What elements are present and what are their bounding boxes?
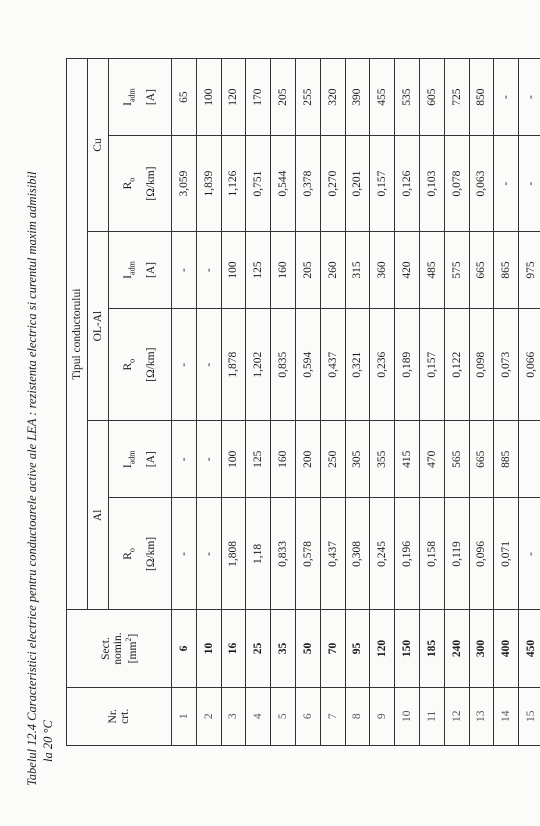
cell-sect: 6 bbox=[172, 610, 197, 687]
cell-olal-i: 975 bbox=[519, 231, 540, 308]
cell-cu-i: 320 bbox=[320, 59, 345, 136]
cell-olal-i: - bbox=[172, 231, 197, 308]
cell-nr: 5 bbox=[271, 687, 296, 745]
cell-nr: 3 bbox=[221, 687, 246, 745]
cell-cu-r: 1,126 bbox=[221, 136, 246, 232]
cell-sect: 240 bbox=[444, 610, 469, 687]
cell-nr: 8 bbox=[345, 687, 370, 745]
cell-nr: 1 bbox=[172, 687, 197, 745]
cell-al-i: 200 bbox=[295, 421, 320, 498]
cell-olal-i: - bbox=[196, 231, 221, 308]
cell-nr: 2 bbox=[196, 687, 221, 745]
cell-cu-r: 0,078 bbox=[444, 136, 469, 232]
table-body bbox=[172, 59, 540, 746]
cell-olal-r: - bbox=[196, 309, 221, 421]
cell-cu-i: 850 bbox=[469, 59, 494, 136]
cell-al-r: 0,119 bbox=[444, 498, 469, 610]
cell-al-r: 0,071 bbox=[494, 498, 519, 610]
table-row bbox=[395, 59, 420, 746]
cell-olal-i: 160 bbox=[271, 231, 296, 308]
cell-al-r: 0,437 bbox=[320, 498, 345, 610]
cell-nr: 4 bbox=[246, 687, 271, 745]
cell-olal-i: 260 bbox=[320, 231, 345, 308]
cell-cu-i: 455 bbox=[370, 59, 395, 136]
table-row bbox=[172, 59, 197, 746]
cell-cu-i: 605 bbox=[419, 59, 444, 136]
cell-al-r: 0,096 bbox=[469, 498, 494, 610]
cell-olal-i: 315 bbox=[345, 231, 370, 308]
cell-al-i: 415 bbox=[395, 421, 420, 498]
cell-nr: 10 bbox=[395, 687, 420, 745]
table-row bbox=[271, 59, 296, 746]
cell-olal-i: 205 bbox=[295, 231, 320, 308]
header-cu-i: $I_{adm}$ [A] bbox=[109, 59, 172, 136]
cell-al-r: 0,196 bbox=[395, 498, 420, 610]
cell-cu-r: - bbox=[519, 136, 540, 232]
cell-nr: 6 bbox=[295, 687, 320, 745]
cell-cu-r: 0,201 bbox=[345, 136, 370, 232]
cell-al-i: 160 bbox=[271, 421, 296, 498]
cell-al-i: 665 bbox=[469, 421, 494, 498]
cell-cu-r: 0,063 bbox=[469, 136, 494, 232]
cell-olal-i: 665 bbox=[469, 231, 494, 308]
header-group-al: Al bbox=[88, 421, 109, 610]
caption-line-2: la 20 °C bbox=[41, 720, 55, 762]
table-row bbox=[469, 59, 494, 746]
cell-cu-i: 170 bbox=[246, 59, 271, 136]
header-group-cu: Cu bbox=[88, 59, 109, 232]
cell-olal-i: 865 bbox=[494, 231, 519, 308]
header-tipul: Tipul conductorului bbox=[67, 59, 88, 610]
cell-olal-i: 360 bbox=[370, 231, 395, 308]
header-cu-r: $R_o$ [Ω/km] bbox=[109, 136, 172, 232]
cell-olal-i: 575 bbox=[444, 231, 469, 308]
cell-al-r: 0,245 bbox=[370, 498, 395, 610]
cell-al-r: - bbox=[519, 498, 540, 610]
table-row bbox=[345, 59, 370, 746]
table-row bbox=[320, 59, 345, 746]
cell-al-i: 100 bbox=[221, 421, 246, 498]
cell-al-i: 885 bbox=[494, 421, 519, 498]
cell-sect: 150 bbox=[395, 610, 420, 687]
cell-nr: 7 bbox=[320, 687, 345, 745]
cell-olal-r: 1,202 bbox=[246, 309, 271, 421]
header-al-i: $I_{adm}$ [A] bbox=[109, 421, 172, 498]
cell-cu-i: 255 bbox=[295, 59, 320, 136]
table-row bbox=[419, 59, 444, 746]
table-caption bbox=[24, 26, 56, 786]
cell-al-r: 0,158 bbox=[419, 498, 444, 610]
cell-olal-r: - bbox=[172, 309, 197, 421]
cell-al-i: - bbox=[196, 421, 221, 498]
cell-sect: 400 bbox=[494, 610, 519, 687]
cell-sect: 25 bbox=[246, 610, 271, 687]
cell-cu-i: - bbox=[519, 59, 540, 136]
cell-nr: 9 bbox=[370, 687, 395, 745]
cell-cu-r: 0,751 bbox=[246, 136, 271, 232]
cell-al-i: - bbox=[172, 421, 197, 498]
cell-sect: 50 bbox=[295, 610, 320, 687]
cell-al-i: 250 bbox=[320, 421, 345, 498]
table-row bbox=[370, 59, 395, 746]
caption-line-1: Tabelul 12.4 Caracteristici electrice pentru conductoarele active ale LEA : rezistenta electrica si curentul maxim admisibil bbox=[25, 171, 39, 786]
cell-olal-r: 0,236 bbox=[370, 309, 395, 421]
cell-al-r: - bbox=[172, 498, 197, 610]
cell-cu-r: 0,270 bbox=[320, 136, 345, 232]
conductor-table bbox=[66, 58, 540, 746]
cell-olal-r: 1,878 bbox=[221, 309, 246, 421]
header-sect: Sect. nomin. $[mm^2]$ bbox=[67, 610, 172, 687]
cell-cu-i: 390 bbox=[345, 59, 370, 136]
cell-al-r: 0,833 bbox=[271, 498, 296, 610]
cell-cu-i: 205 bbox=[271, 59, 296, 136]
cell-olal-r: 0,157 bbox=[419, 309, 444, 421]
cell-al-i bbox=[519, 421, 540, 498]
cell-nr: 15 bbox=[519, 687, 540, 745]
cell-sect: 120 bbox=[370, 610, 395, 687]
cell-al-r: 1,18 bbox=[246, 498, 271, 610]
cell-olal-r: 0,122 bbox=[444, 309, 469, 421]
cell-al-i: 125 bbox=[246, 421, 271, 498]
cell-olal-r: 0,098 bbox=[469, 309, 494, 421]
cell-olal-i: 125 bbox=[246, 231, 271, 308]
cell-al-i: 355 bbox=[370, 421, 395, 498]
cell-sect: 35 bbox=[271, 610, 296, 687]
header-nr: Nr. crt. bbox=[67, 687, 172, 745]
cell-cu-r: 0,378 bbox=[295, 136, 320, 232]
cell-olal-r: 0,321 bbox=[345, 309, 370, 421]
cell-cu-r: 0,126 bbox=[395, 136, 420, 232]
cell-cu-i: 100 bbox=[196, 59, 221, 136]
cell-olal-r: 0,073 bbox=[494, 309, 519, 421]
table-row bbox=[519, 59, 540, 746]
cell-nr: 14 bbox=[494, 687, 519, 745]
cell-cu-r: 0,544 bbox=[271, 136, 296, 232]
cell-olal-i: 420 bbox=[395, 231, 420, 308]
cell-cu-i: 535 bbox=[395, 59, 420, 136]
cell-olal-i: 485 bbox=[419, 231, 444, 308]
cell-olal-r: 0,066 bbox=[519, 309, 540, 421]
cell-al-i: 565 bbox=[444, 421, 469, 498]
cell-cu-i: 725 bbox=[444, 59, 469, 136]
cell-cu-i: - bbox=[494, 59, 519, 136]
cell-nr: 11 bbox=[419, 687, 444, 745]
cell-al-r: 0,308 bbox=[345, 498, 370, 610]
table-row bbox=[196, 59, 221, 746]
cell-cu-r: 0,157 bbox=[370, 136, 395, 232]
cell-sect: 70 bbox=[320, 610, 345, 687]
cell-olal-r: 0,437 bbox=[320, 309, 345, 421]
cell-sect: 185 bbox=[419, 610, 444, 687]
cell-olal-r: 0,189 bbox=[395, 309, 420, 421]
cell-nr: 13 bbox=[469, 687, 494, 745]
table-row bbox=[221, 59, 246, 746]
cell-cu-r: - bbox=[494, 136, 519, 232]
table-row bbox=[494, 59, 519, 746]
cell-cu-r: 0,103 bbox=[419, 136, 444, 232]
cell-al-r: - bbox=[196, 498, 221, 610]
cell-sect: 95 bbox=[345, 610, 370, 687]
cell-al-r: 1,808 bbox=[221, 498, 246, 610]
cell-al-r: 0,578 bbox=[295, 498, 320, 610]
table-row bbox=[444, 59, 469, 746]
cell-al-i: 305 bbox=[345, 421, 370, 498]
table-row bbox=[295, 59, 320, 746]
cell-sect: 16 bbox=[221, 610, 246, 687]
cell-cu-r: 3,059 bbox=[172, 136, 197, 232]
cell-olal-i: 100 bbox=[221, 231, 246, 308]
cell-cu-i: 65 bbox=[172, 59, 197, 136]
header-olal-i: $I_{adm}$ [A] bbox=[109, 231, 172, 308]
cell-sect: 300 bbox=[469, 610, 494, 687]
cell-al-i: 470 bbox=[419, 421, 444, 498]
header-al-r: $R_o$ [Ω/km] bbox=[109, 498, 172, 610]
cell-sect: 450 bbox=[519, 610, 540, 687]
cell-sect: 10 bbox=[196, 610, 221, 687]
cell-nr: 12 bbox=[444, 687, 469, 745]
cell-cu-r: 1,839 bbox=[196, 136, 221, 232]
cell-olal-r: 0,594 bbox=[295, 309, 320, 421]
cell-olal-r: 0,835 bbox=[271, 309, 296, 421]
header-group-olal: OL-Al bbox=[88, 231, 109, 420]
header-olal-r: $R_o$ [Ω/km] bbox=[109, 309, 172, 421]
table-row bbox=[246, 59, 271, 746]
cell-cu-i: 120 bbox=[221, 59, 246, 136]
